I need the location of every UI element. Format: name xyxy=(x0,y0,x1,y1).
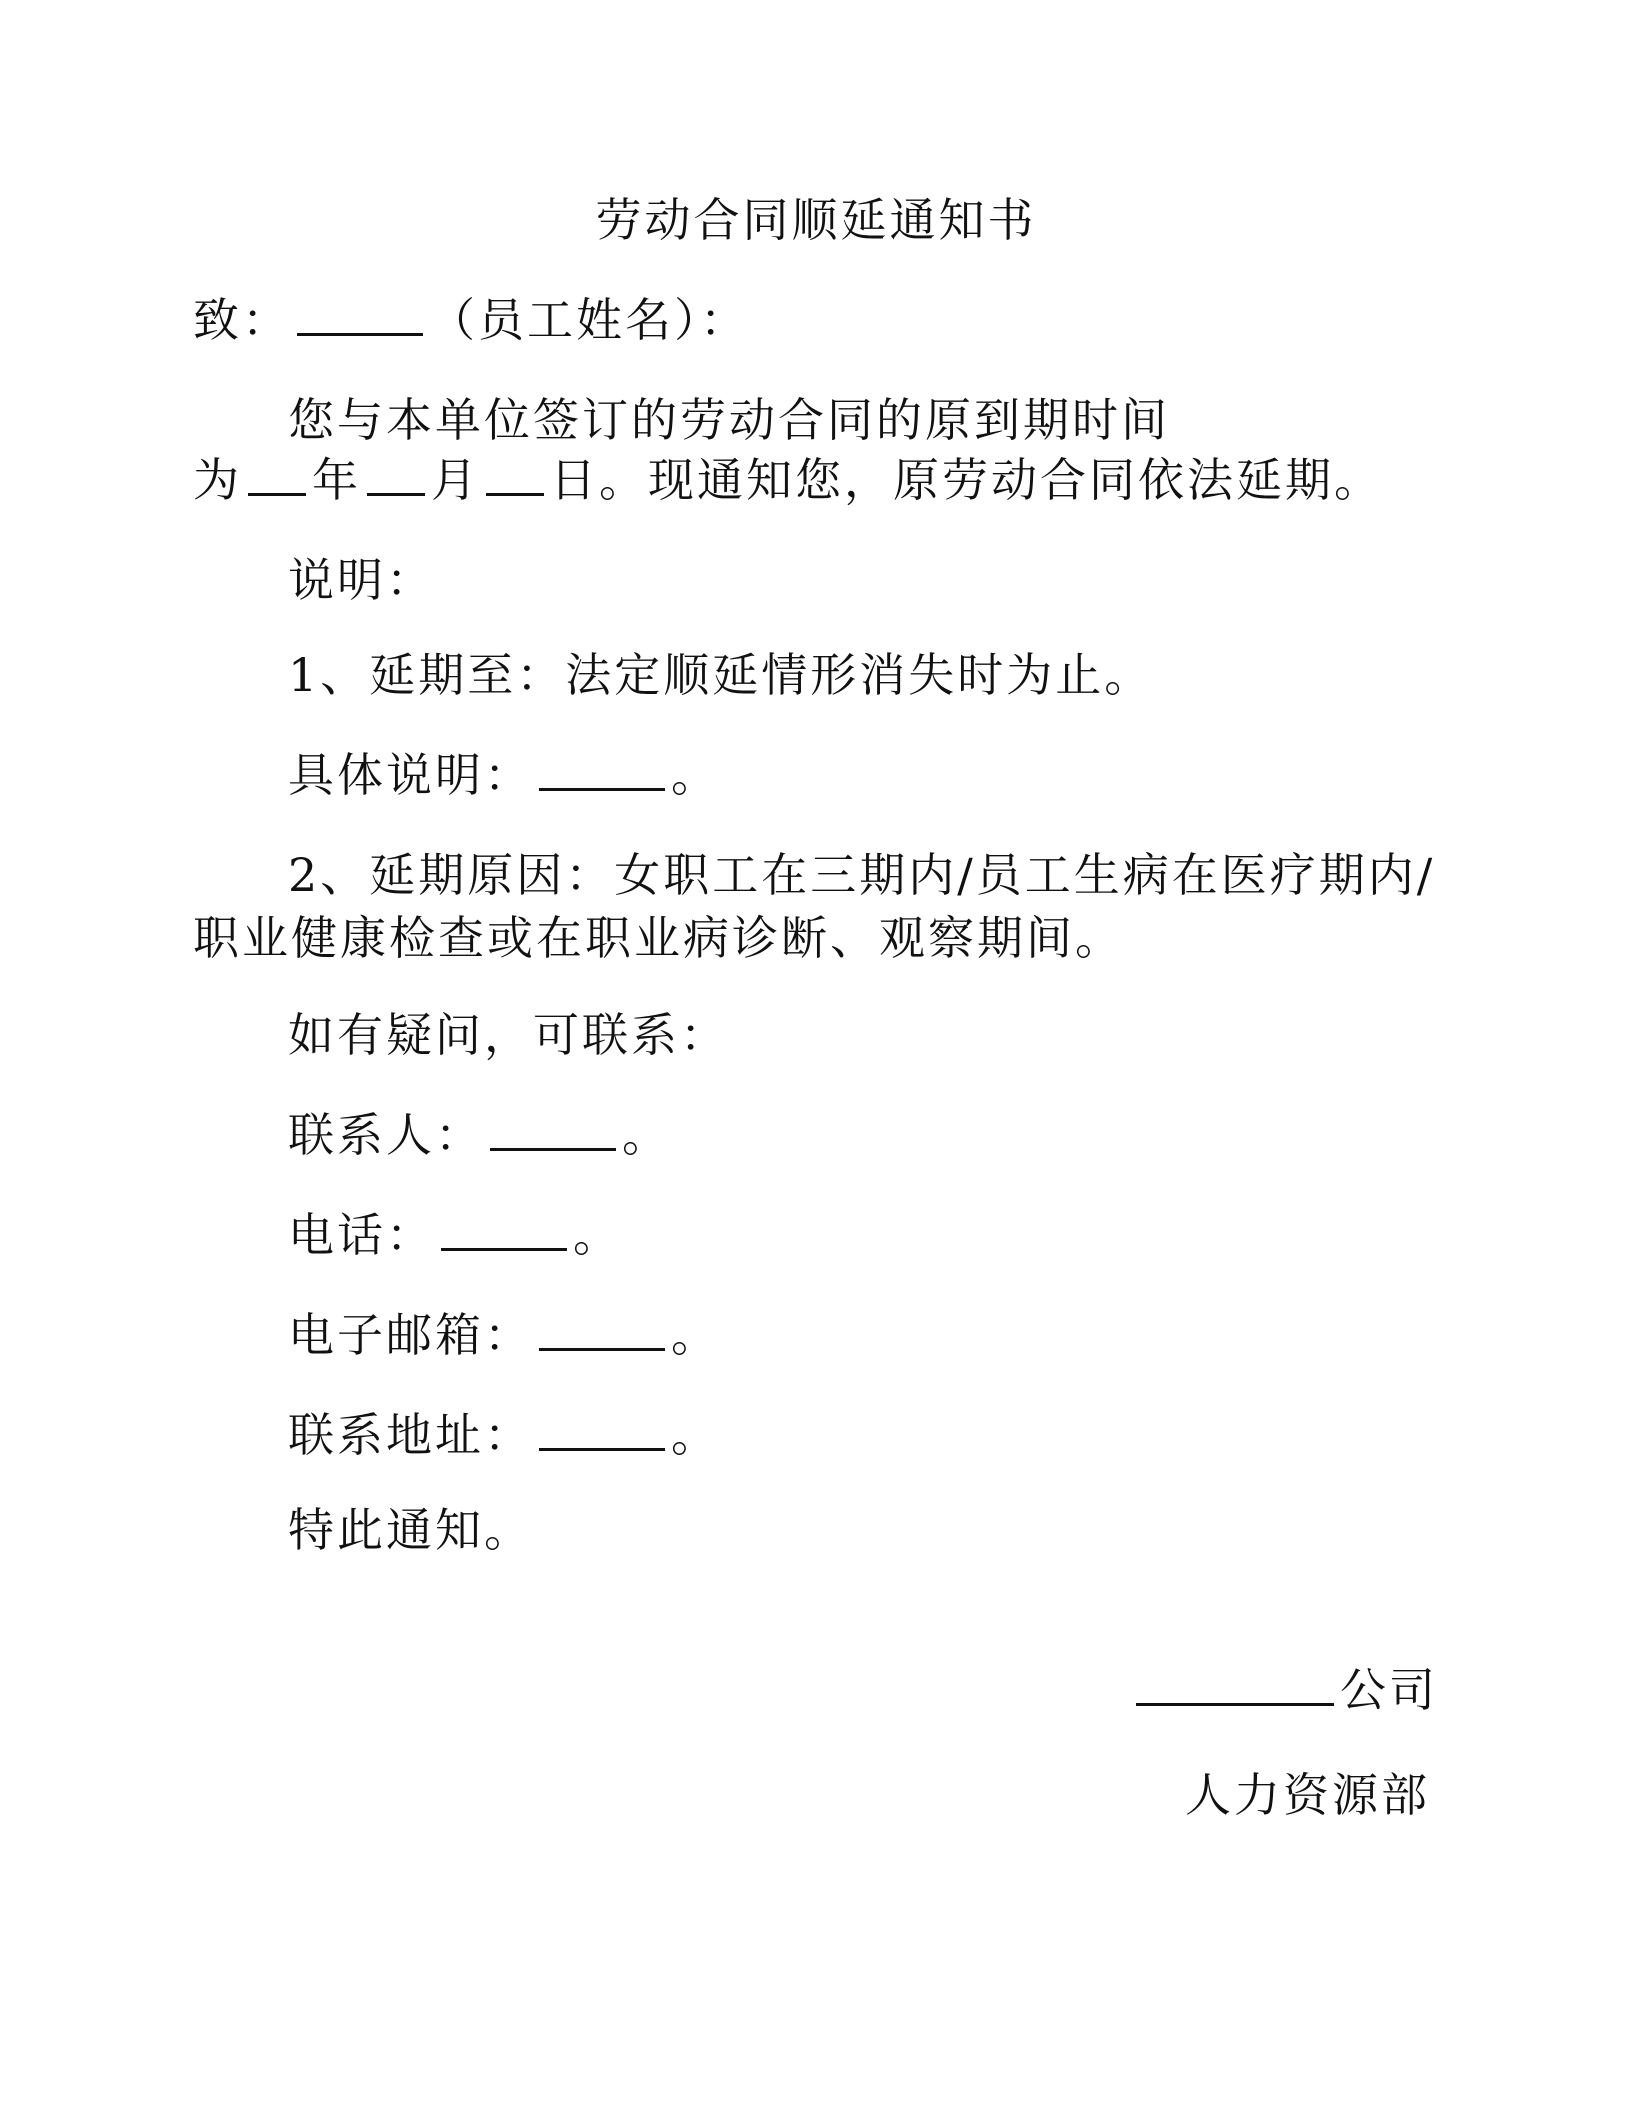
email-end: 。 xyxy=(671,1308,720,1362)
phone-end: 。 xyxy=(573,1208,622,1262)
item2-line2: 职业健康检查或在职业病诊断、观察期间。 xyxy=(193,911,1124,965)
closing-text: 特此通知。 xyxy=(288,1503,533,1557)
contact-person-line xyxy=(288,1105,671,1165)
address-blank[interactable] xyxy=(539,1410,665,1451)
address-label: 联系地址： xyxy=(288,1408,533,1462)
email-label: 电子邮箱： xyxy=(288,1308,533,1362)
explanation-heading: 说明： xyxy=(288,553,435,607)
contact-person-blank[interactable] xyxy=(490,1110,616,1151)
day-blank[interactable] xyxy=(486,455,544,496)
month-blank[interactable] xyxy=(367,455,425,496)
salutation-suffix: （员工姓名）： xyxy=(429,293,749,347)
signature-company-line xyxy=(1130,1660,1438,1720)
detail-blank[interactable] xyxy=(539,750,665,791)
contact-person-end: 。 xyxy=(622,1108,671,1162)
phone-label: 电话： xyxy=(288,1208,435,1262)
day-and-rest: 日。现通知您，原劳动合同依法延期。 xyxy=(550,453,1383,507)
contact-person-label: 联系人： xyxy=(288,1108,484,1162)
year-label: 年 xyxy=(312,453,361,507)
email-blank[interactable] xyxy=(539,1310,665,1351)
year-blank[interactable] xyxy=(248,455,306,496)
email-line xyxy=(288,1305,720,1365)
detail-line xyxy=(288,745,720,805)
address-end: 。 xyxy=(671,1408,720,1462)
signature-department: 人力资源部 xyxy=(1185,1768,1430,1822)
paragraph1-prefix: 为 xyxy=(193,453,242,507)
detail-label: 具体说明： xyxy=(288,748,533,802)
salutation-prefix: 致： xyxy=(193,293,291,347)
contact-intro: 如有疑问，可联系： xyxy=(288,1008,729,1062)
phone-line xyxy=(288,1205,622,1265)
company-name-blank[interactable] xyxy=(1136,1665,1334,1706)
item2-line1: 2、延期原因：女职工在三期内/员工生病在医疗期内/ xyxy=(288,848,1436,902)
phone-blank[interactable] xyxy=(441,1210,567,1251)
month-label: 月 xyxy=(431,453,480,507)
item1-text: 1、延期至：法定顺延情形消失时为止。 xyxy=(288,648,1154,702)
address-line xyxy=(288,1405,720,1465)
salutation-line xyxy=(193,290,749,350)
paragraph1-line2 xyxy=(193,450,1383,510)
employee-name-blank[interactable] xyxy=(297,295,423,336)
document-title: 劳动合同顺延通知书 xyxy=(595,193,1037,247)
company-suffix: 公司 xyxy=(1340,1663,1438,1717)
paragraph1-line1: 您与本单位签订的劳动合同的原到期时间 xyxy=(288,393,1170,447)
detail-end: 。 xyxy=(671,748,720,802)
